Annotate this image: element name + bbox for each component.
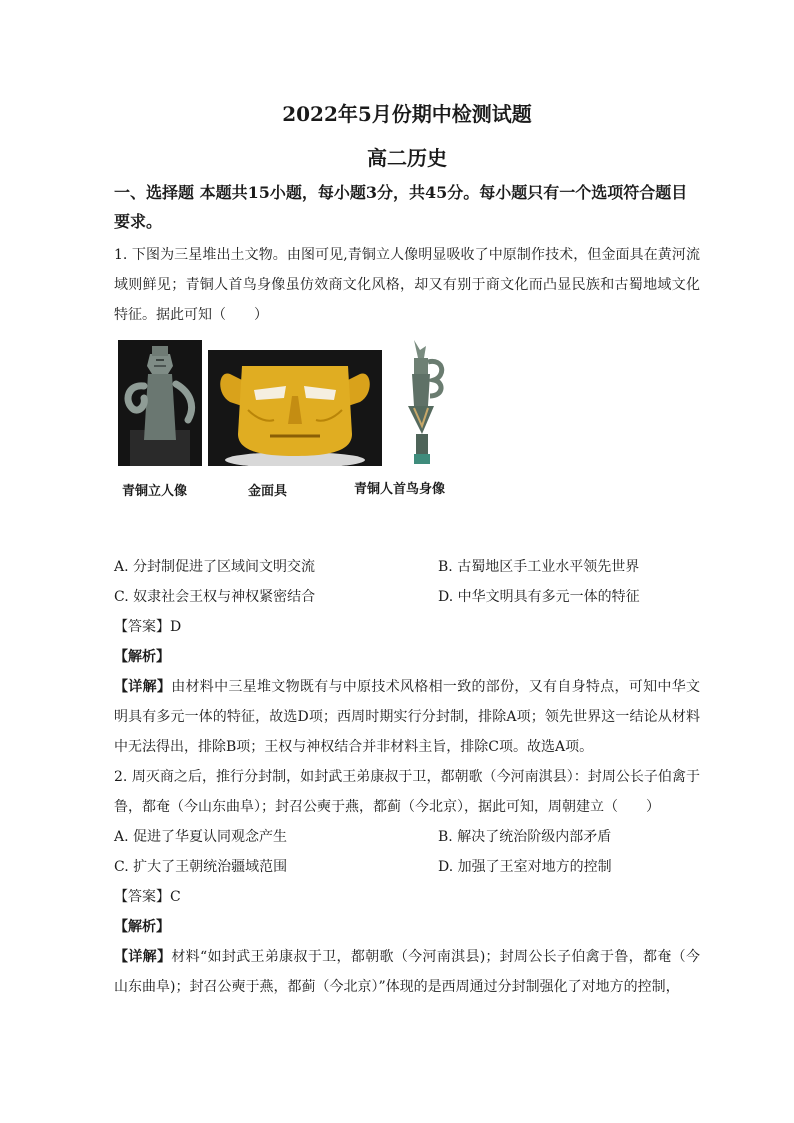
question-1-stem: 1. 下图为三星堆出土文物。由图可见,青铜立人像明显吸收了中原制作技术，但金面具在黄河流域则鲜见；青铜人首鸟身像虽仿效商文化风格，却又有别于商文化而凸显民族和古蜀地域文化特征。据此可知（ ） — [114, 247, 700, 323]
section-heading: 一、选择题 本题共15小题，每小题3分，共45分。每小题只有一个选项符合题目要求。 — [114, 183, 688, 231]
question-1-detail — [114, 672, 700, 762]
question-1-option-b[interactable]: B. 古蜀地区手工业水平领先世界 — [438, 559, 640, 575]
figure-caption-bronze-figure: 青铜立人像 — [122, 484, 188, 499]
exam-title: 2022年5月份期中检测试题 — [282, 102, 532, 126]
bronze-standing-figure-image — [118, 340, 202, 466]
question-2-option-d[interactable]: D. 加强了王室对地方的控制 — [438, 859, 612, 875]
question-1-option-d[interactable]: D. 中华文明具有多元一体的特征 — [438, 589, 640, 605]
question-2-detail-label: 【详解】 — [114, 949, 172, 965]
question-1-option-c[interactable]: C. 奴隶社会王权与神权紧密结合 — [114, 589, 316, 605]
question-1-detail-text: 由材料中三星堆文物既有与中原技术风格相一致的部份，又有自身特点，可知中华文明具有多元一体的特征，故选D项；西周时期实行分封制，排除A项；领先世界这一结论从材料中无法得出，排除B项；王权与神权结合并非材料主旨，排除C项。故选A项。 — [114, 679, 701, 755]
question-2-option-b[interactable]: B. 解决了统治阶级内部矛盾 — [438, 829, 612, 845]
figure-caption-bird-figure: 青铜人首鸟身像 — [354, 482, 446, 497]
question-2-option-c[interactable]: C. 扩大了王朝统治疆域范围 — [114, 859, 288, 875]
exam-subtitle: 高二历史 — [367, 146, 447, 170]
question-2-answer: 【答案】C — [114, 889, 181, 905]
question-2-stem: 2. 周灭商之后，推行分封制，如封武王弟康叔于卫，都朝歌（今河南淇县）：封周公长子伯禽于鲁，都奄（今山东曲阜）；封召公奭于燕，都蓟（今北京），据此可知，周朝建立（ ） — [114, 769, 700, 815]
question-2-options — [114, 822, 700, 882]
question-1-answer: 【答案】D — [114, 619, 182, 635]
question-2-detail — [114, 942, 700, 1002]
question-1-analysis-label: 【解析】 — [114, 649, 170, 665]
question-2-detail-text: 材料“如封武王弟康叔于卫，都朝歌（今河南淇县)；封周公长子伯禽于鲁，都奄（今山东曲阜)；封召公奭于燕，都蓟（今北京）”体现的是西周通过分封制强化了对地方的控制， — [114, 949, 700, 995]
question-1-options — [114, 552, 700, 612]
question-1-figures — [114, 336, 700, 532]
question-2-option-a[interactable]: A. 促进了华夏认同观念产生 — [114, 829, 288, 845]
question-1-detail-label: 【详解】 — [114, 679, 172, 695]
gold-mask-image — [208, 350, 382, 466]
question-1-option-a[interactable]: A. 分封制促进了区域间文明交流 — [114, 559, 316, 575]
question-2-analysis-label: 【解析】 — [114, 919, 170, 935]
bronze-bird-figure-image — [400, 336, 452, 472]
figure-caption-gold-mask: 金面具 — [248, 484, 288, 499]
document-page — [114, 100, 700, 1002]
